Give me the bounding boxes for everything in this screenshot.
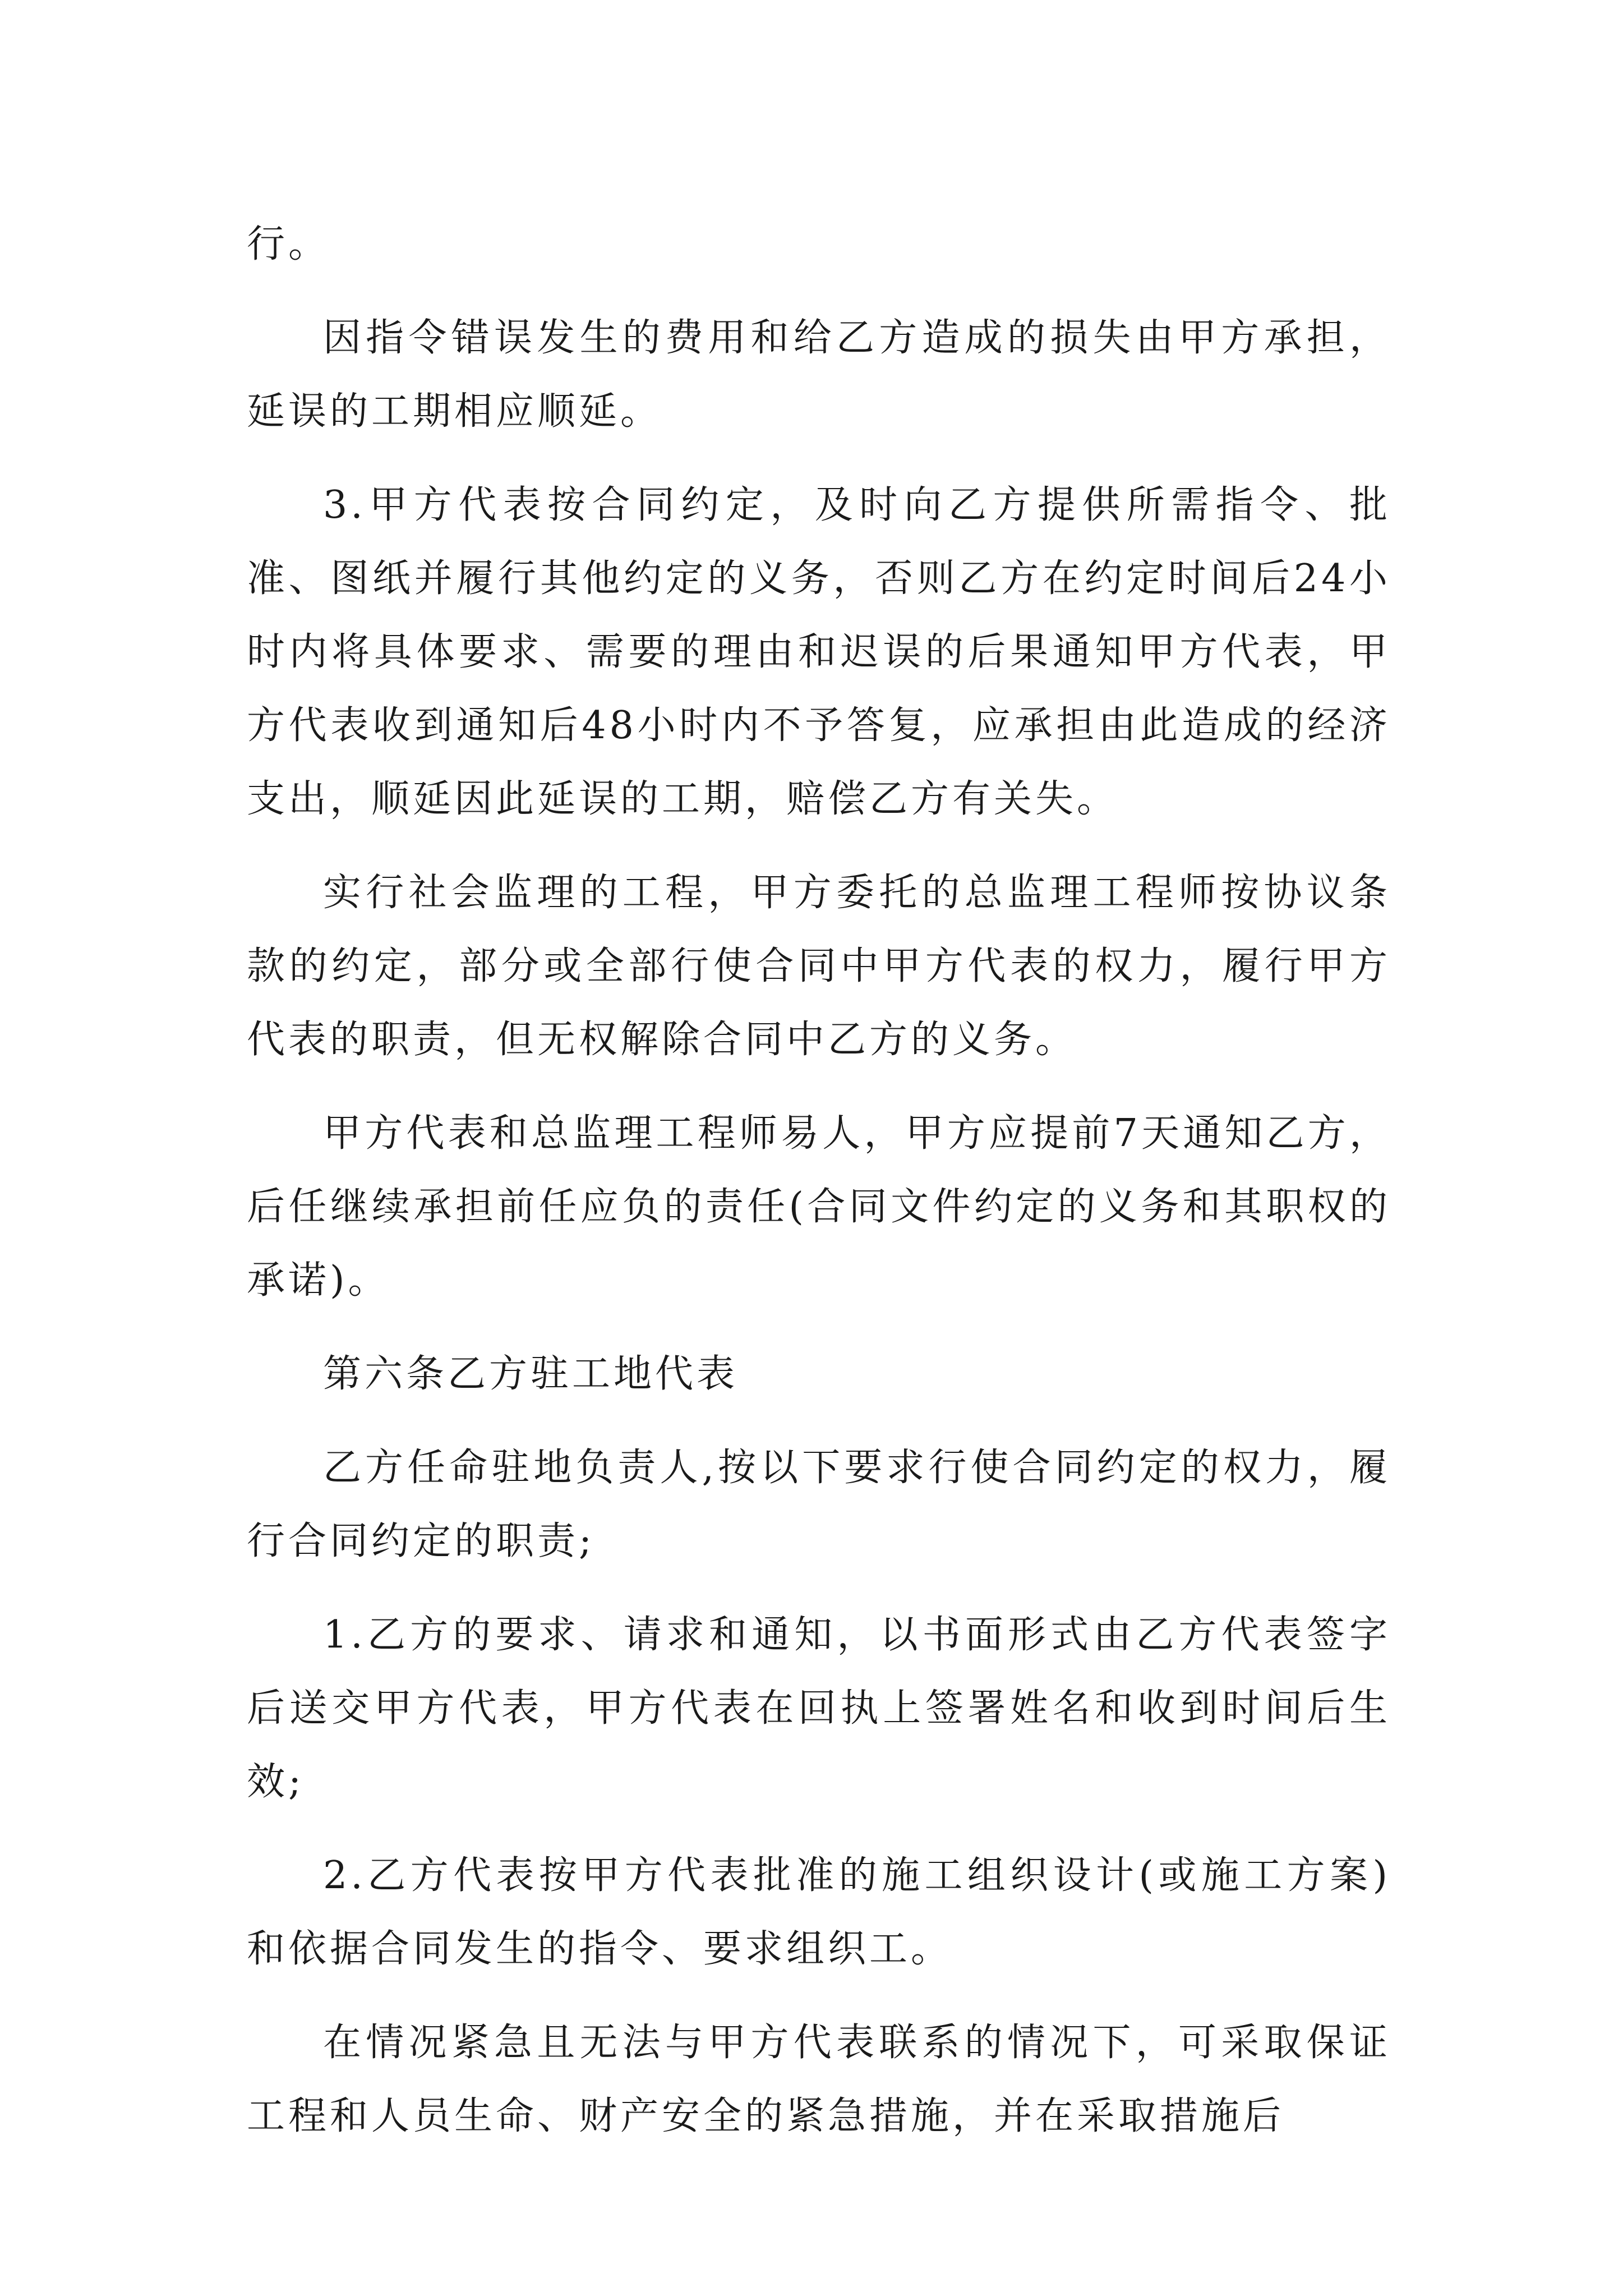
paragraph-instruction-error: 因指令错误发生的费用和给乙方造成的损失由甲方承担，延误的工期相应顺延。 xyxy=(247,316,1391,434)
paragraph-social-supervision: 实行社会监理的工程，甲方委托的总监理工程师按协议条款的约定，部分或全部行使合同中甲方代表的权力，履行甲方代表的职责，但无权解除合同中乙方的义务。 xyxy=(247,871,1391,1062)
paragraph-clause-3: 3.甲方代表按合同约定，及时向乙方提供所需指令、批准、图纸并履行其他约定的义务，否则乙方在约定时间后24小时内将具体要求、需要的理由和迟误的后果通知甲方代表，甲方代表收到通知后48小时内不予答复，应承担由此造成的经济支出，顺延因此延误的工期，赔偿乙方有关失。 xyxy=(247,483,1391,821)
paragraph-item-1: 1.乙方的要求、请求和通知，以书面形式由乙方代表签字后送交甲方代表，甲方代表在回执上签署姓名和收到时间后生效; xyxy=(247,1613,1391,1804)
paragraph-continuation: 行。 xyxy=(247,222,330,266)
article-6-heading: 第六条乙方驻工地代表 xyxy=(323,1352,739,1396)
paragraph-representative-change: 甲方代表和总监理工程师易人，甲方应提前7天通知乙方，后任继续承担前任应负的责任(合同文件约定的义务和其职权的承诺)。 xyxy=(247,1111,1391,1303)
paragraph-site-manager: 乙方任命驻地负责人,按以下要求行使合同约定的权力，履行合同约定的职责; xyxy=(247,1446,1391,1563)
paragraph-item-2: 2.乙方代表按甲方代表批准的施工组织设计(或施工方案)和依据合同发生的指令、要求组织工。 xyxy=(247,1853,1391,1971)
contract-body-text xyxy=(247,208,1391,2173)
paragraph-emergency: 在情况紧急且无法与甲方代表联系的情况下，可采取保证工程和人员生命、财产安全的紧急措施，并在采取措施后 xyxy=(247,2021,1391,2138)
